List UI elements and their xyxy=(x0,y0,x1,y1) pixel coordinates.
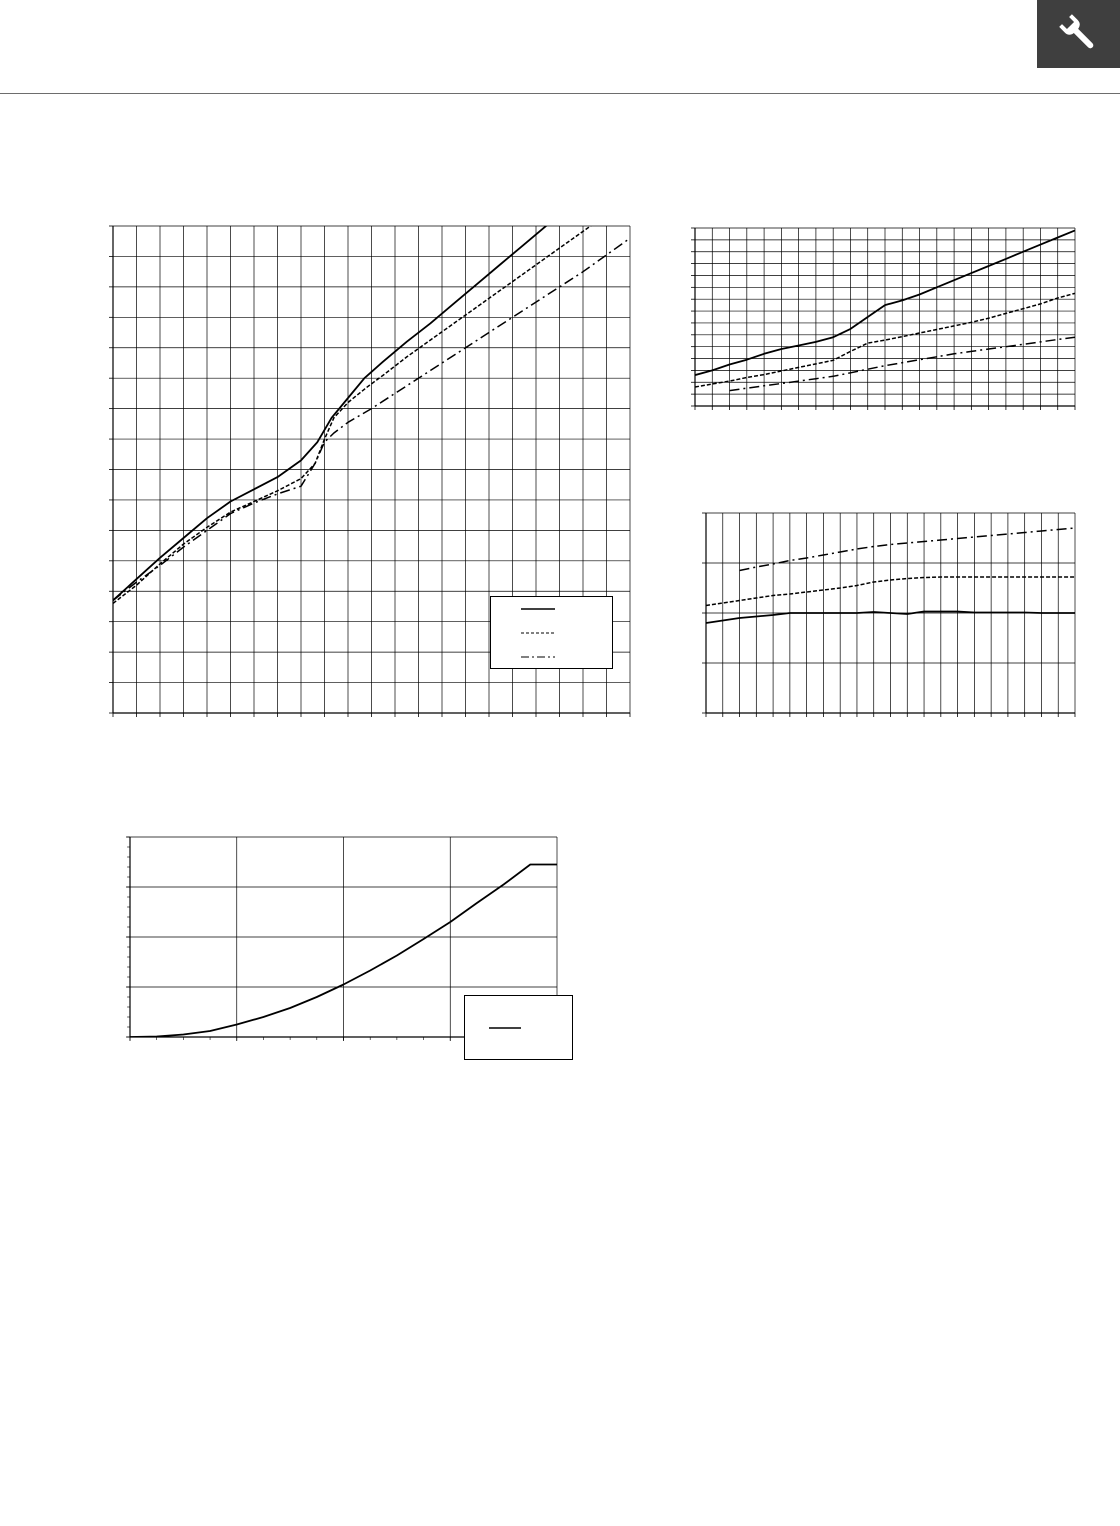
wrench-badge[interactable] xyxy=(1037,0,1120,68)
legend-main xyxy=(490,596,613,669)
legend-bottom-left xyxy=(464,995,573,1060)
legend-bl-swatches xyxy=(465,996,572,1059)
chart-top-right xyxy=(695,228,1075,406)
header-rule xyxy=(0,93,1120,94)
wrench-icon xyxy=(1059,14,1099,54)
chart-middle-right xyxy=(706,513,1075,713)
legend-main-swatches xyxy=(491,597,612,668)
